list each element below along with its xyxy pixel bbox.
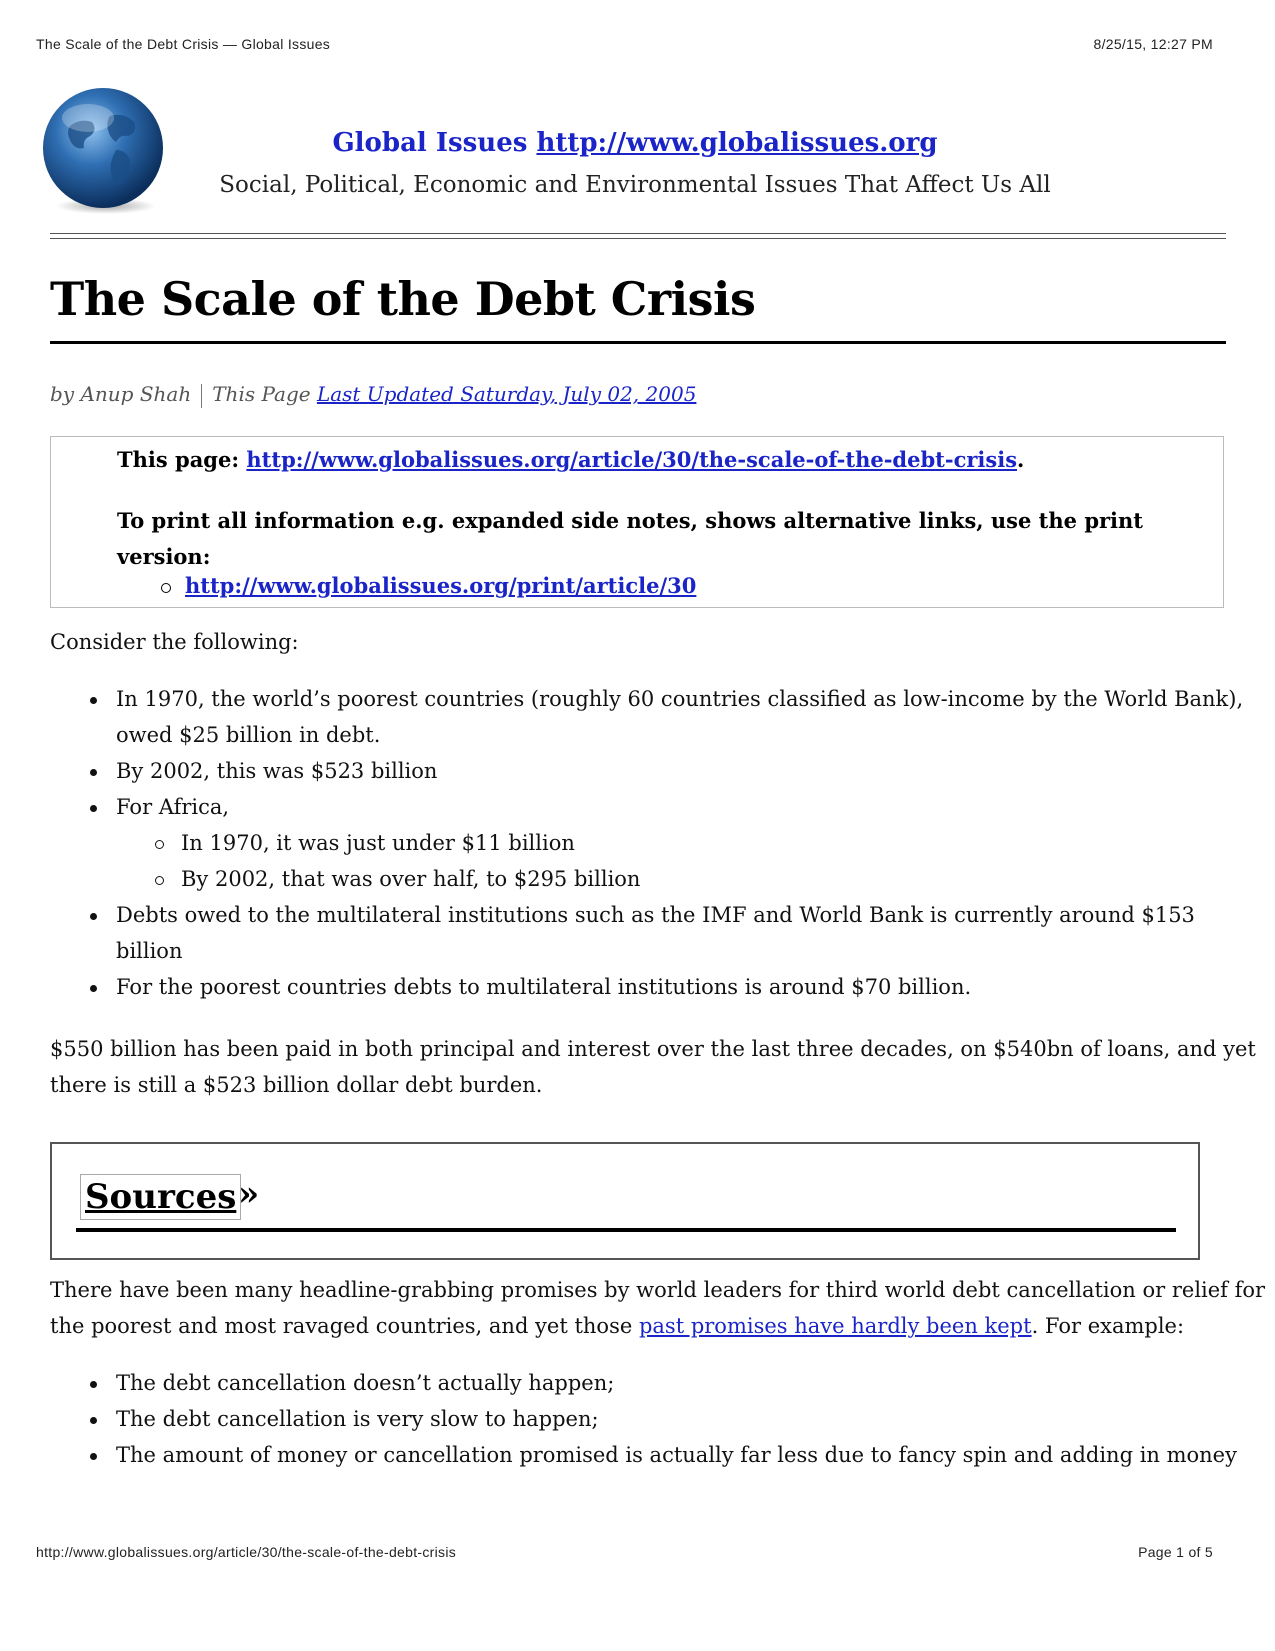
site-name: Global Issues (332, 128, 528, 158)
paragraph: There have been many headline-grabbing promises by world leaders for third world debt cancellation or relief for (50, 1278, 1266, 1302)
paragraph: there is still a $523 billion dollar debt burden. (50, 1073, 543, 1097)
site-url-link[interactable]: http://www.globalissues.org (536, 128, 938, 158)
list-item: billion (116, 939, 183, 963)
page-title: The Scale of the Debt Crisis (50, 272, 756, 326)
list-item: owed $25 billion in debt. (116, 723, 381, 747)
bullet-icon (90, 1453, 97, 1460)
print-version-link[interactable]: http://www.globalissues.org/print/article/30 (185, 573, 697, 598)
bullet-icon (90, 985, 97, 992)
list-item: For Africa, (116, 795, 230, 819)
print-note: To print all information e.g. expanded side notes, shows alternative links, use the print version: (117, 508, 1144, 569)
site-tagline: Social, Political, Economic and Environmental Issues That Affect Us All (219, 172, 1051, 198)
title-divider (50, 341, 1226, 344)
list-item: In 1970, the world’s poorest countries (roughly 60 countries classified as low-income by the World Bank), (116, 687, 1244, 711)
header-divider (50, 233, 1226, 234)
bullet-icon (90, 697, 97, 704)
sources-divider (76, 1228, 1176, 1232)
print-header-datetime: 8/25/15, 12:27 PM (1093, 36, 1213, 52)
print-footer-url: http://www.globalissues.org/article/30/the-scale-of-the-debt-crisis (36, 1544, 457, 1560)
list-item: The amount of money or cancellation promised is actually far less due to fancy spin and adding in money (116, 1443, 1237, 1467)
sub-list-item: In 1970, it was just under $11 billion (181, 831, 575, 855)
circle-bullet-icon (161, 583, 171, 593)
byline-divider (201, 384, 202, 408)
list-item: The debt cancellation is very slow to happen; (116, 1407, 599, 1431)
past-promises-link[interactable]: past promises have hardly been kept (638, 1314, 1032, 1338)
author: by Anup Shah (50, 382, 192, 406)
this-page-link[interactable]: http://www.globalissues.org/article/30/the-scale-of-the-debt-crisis (246, 447, 1018, 472)
print-version-item (185, 573, 696, 598)
this-page-label: This page: (117, 447, 240, 472)
print-header-title: The Scale of the Debt Crisis — Global Issues (36, 36, 331, 52)
circle-bullet-icon (155, 840, 164, 849)
intro-text: Consider the following: (50, 630, 299, 654)
paragraph-text: the poorest and most ravaged countries, and yet those (50, 1314, 639, 1338)
site-header (190, 128, 1080, 198)
list-item: For the poorest countries debts to multilateral institutions is around $70 billion. (116, 975, 972, 999)
print-info-box (50, 436, 1224, 608)
paragraph: $550 billion has been paid in both principal and interest over the last three decades, on $540bn of loans, and yet (50, 1037, 1256, 1061)
sources-box (50, 1142, 1200, 1260)
byline (50, 382, 696, 408)
bullet-icon (90, 1381, 97, 1388)
globe-logo-icon[interactable] (40, 86, 170, 216)
sub-list-item: By 2002, that was over half, to $295 billion (181, 867, 641, 891)
bullet-icon (90, 805, 97, 812)
list-item: By 2002, this was $523 billion (116, 759, 438, 783)
expand-arrow-icon[interactable]: » (238, 1174, 260, 1214)
sources-link[interactable]: Sources (80, 1174, 241, 1220)
this-page-suffix: . (1017, 447, 1025, 472)
header-divider (50, 238, 1226, 239)
this-page-line (117, 447, 1024, 472)
site-title (190, 128, 1080, 158)
paragraph (50, 1308, 1184, 1344)
bullet-icon (90, 769, 97, 776)
circle-bullet-icon (155, 876, 164, 885)
bullet-icon (90, 913, 97, 920)
bullet-icon (90, 1417, 97, 1424)
last-updated-link[interactable]: Last Updated Saturday, July 02, 2005 (316, 382, 697, 406)
updated-prefix: This Page (212, 382, 311, 406)
print-footer-page: Page 1 of 5 (1138, 1544, 1213, 1560)
list-item: Debts owed to the multilateral institutions such as the IMF and World Bank is currently around $153 (116, 903, 1195, 927)
paragraph-text: . For example: (1031, 1314, 1185, 1338)
list-item: The debt cancellation doesn’t actually happen; (116, 1371, 615, 1395)
